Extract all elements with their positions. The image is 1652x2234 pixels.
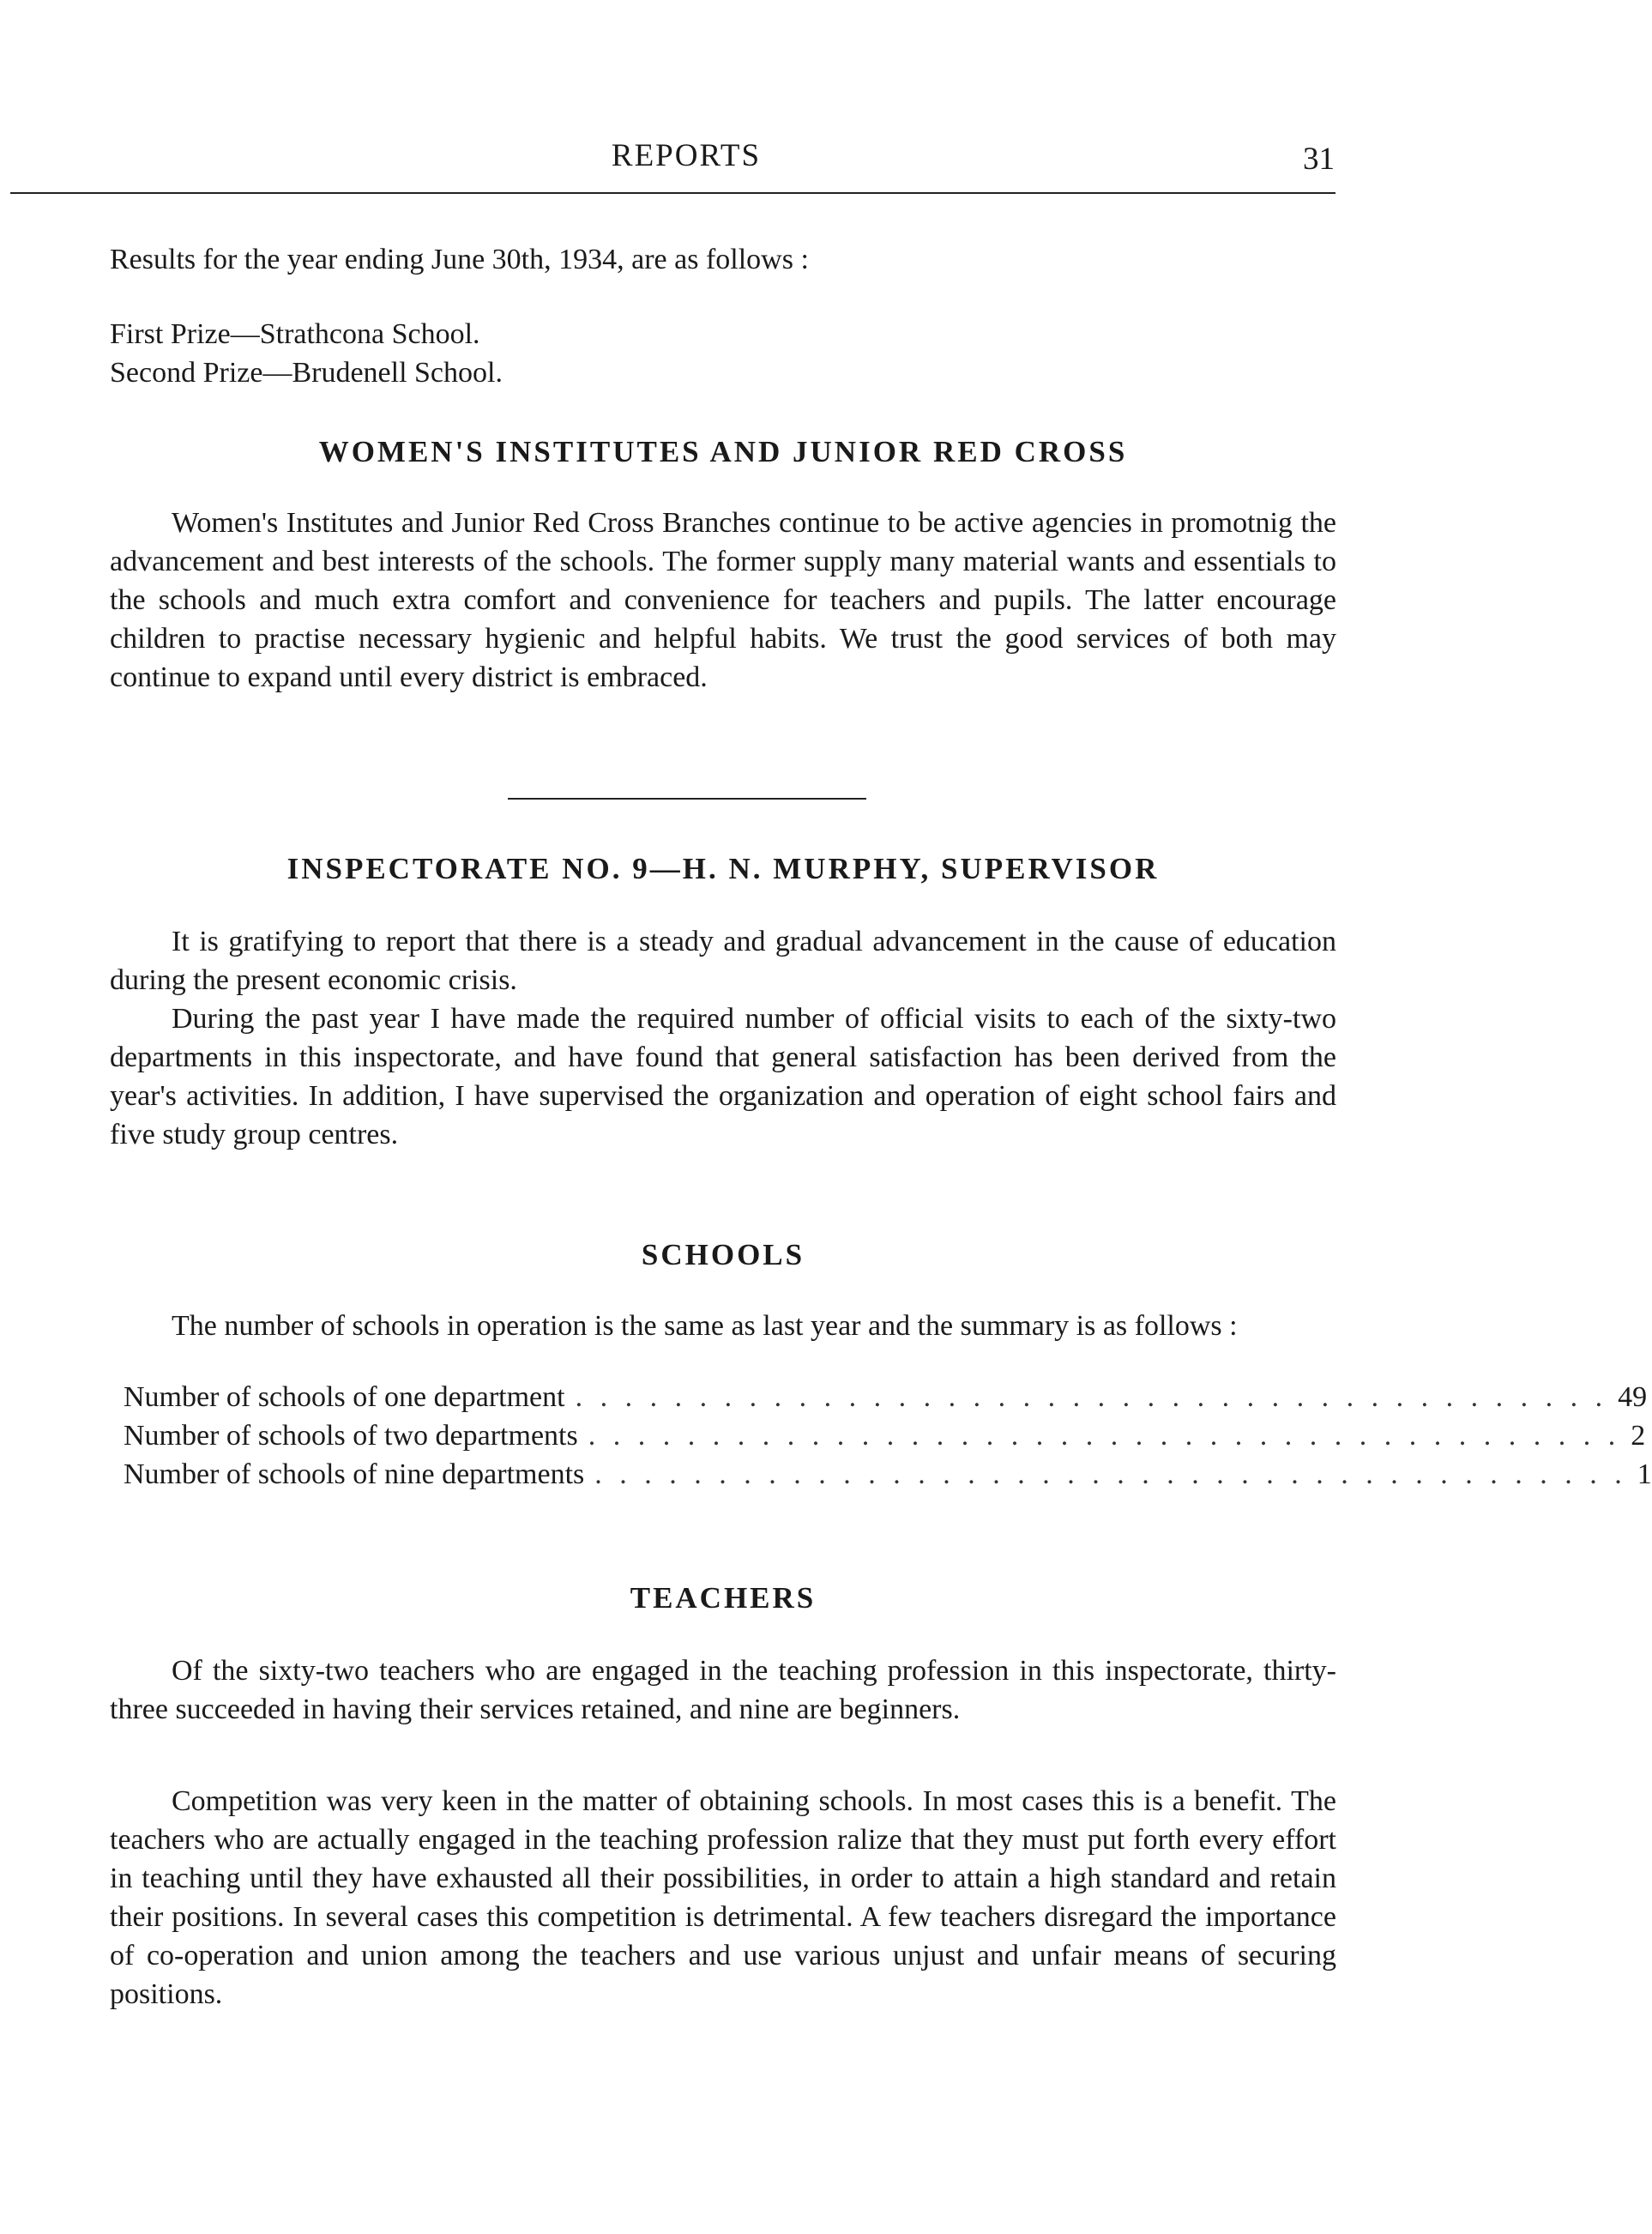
running-title: REPORTS: [611, 138, 762, 173]
section-heading-teachers: TEACHERS: [630, 1581, 817, 1615]
inspectorate-paragraph-1: It is gratifying to report that there is a steady and gradual advancement in the cause of education during the present economic crisis.: [110, 926, 1336, 996]
results-block: [110, 240, 1336, 392]
inspectorate-section: [110, 849, 1336, 1154]
summary-label: Number of schools of two departments: [124, 1420, 578, 1452]
summary-value: 1: [1637, 1458, 1652, 1490]
teachers-paragraph-1: Of the sixty-two teachers who are engaged in the teaching profession in this inspectorate, thirty-three succeeded in having their services retained, and nine are beginners.: [110, 1655, 1336, 1725]
schools-summary-list: [110, 1378, 1652, 1494]
schools-section: [110, 1235, 1652, 1494]
first-prize: First Prize—Strathcona School.: [110, 318, 480, 350]
teachers-section: [110, 1579, 1336, 2014]
running-header: [0, 137, 1396, 185]
second-prize: Second Prize—Brudenell School.: [110, 357, 503, 389]
leader-dots: . . . . . . . . . . . . . . . . . . . . . . . . . . . . . . . . . . . . . . . . . .: [594, 1458, 1627, 1490]
section-divider: [508, 798, 866, 800]
teachers-paragraph-2: Competition was very keen in the matter of obtaining schools. In most cases this is a benefit. The teachers who are actually engaged in the teaching profession ralize that they must put forth every effort in teaching until they have exhausted all their possibilities, in order to attain a high standard and retain their positions. In several cases this competition is detrimental. A few teachers disregard the importance of co-operation and union among the teachers and use various unjust and unfair means of securing positions.: [110, 1785, 1336, 2010]
section-heading-womens-institutes: WOMEN'S INSTITUTES AND JUNIOR RED CROSS: [318, 435, 1128, 468]
inspectorate-paragraph-2: During the past year I have made the required number of official visits to each of the sixty-two departments in this inspectorate, and have found that general satisfaction has been derived from the year's activities. In addition, I have supervised the organization and operation of eight school fairs and five study group centres.: [110, 1003, 1336, 1150]
results-line: Results for the year ending June 30th, 1934, are as follows :: [110, 244, 809, 275]
summary-row: [110, 1378, 1648, 1416]
leader-dots: . . . . . . . . . . . . . . . . . . . . . . . . . . . . . . . . . . . . . . . . . .: [575, 1381, 1608, 1413]
summary-value: 49: [1618, 1381, 1648, 1413]
womens-institutes-paragraph: Women's Institutes and Junior Red Cross Branches continue to be active agencies in promotnig the advancement and best interests of the schools. The former supply many material wants and essentials to the schools and much extra comfort and convenience for teachers and pupils. The latter encourage children to practise necessary hygienic and helpful habits. We trust the good services of both may continue to expand until every district is embraced.: [110, 507, 1336, 693]
header-rule: [10, 192, 1335, 194]
page-number: 31: [1303, 142, 1335, 177]
summary-row: [110, 1416, 1646, 1455]
summary-row: [110, 1455, 1652, 1494]
leader-dots: . . . . . . . . . . . . . . . . . . . . . . . . . . . . . . . . . . . . . . . . . .: [588, 1420, 1621, 1452]
summary-label: Number of schools of nine departments: [124, 1458, 585, 1490]
section-heading-inspectorate: INSPECTORATE NO. 9—H. N. MURPHY, SUPERVISOR: [286, 852, 1160, 885]
schools-intro: The number of schools in operation is the same as last year and the summary is as follows :: [172, 1310, 1238, 1342]
section-heading-schools: SCHOOLS: [641, 1238, 805, 1271]
summary-label: Number of schools of one department: [124, 1381, 565, 1413]
womens-institutes-section: [110, 432, 1336, 697]
summary-value: 2: [1631, 1420, 1646, 1452]
